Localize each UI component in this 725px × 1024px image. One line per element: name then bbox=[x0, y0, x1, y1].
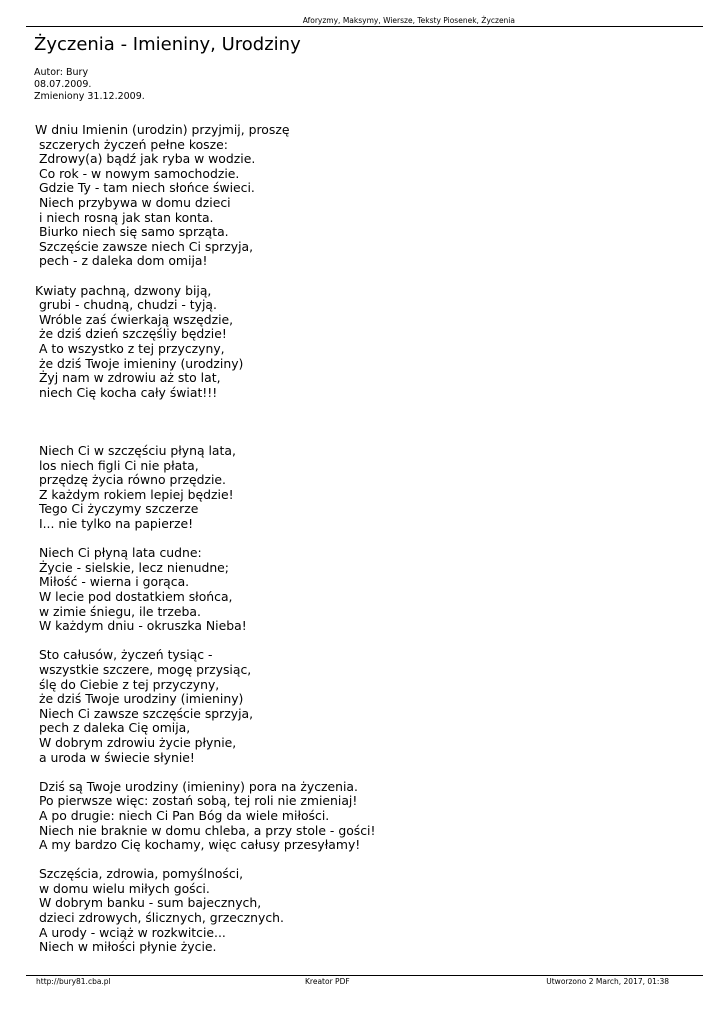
poem-line: Szczęścia, zdrowia, pomyślności, bbox=[35, 866, 244, 882]
poem-line: że dziś dzień szczęśliy będzie! bbox=[35, 326, 227, 342]
poem-line: W dniu Imienin (urodzin) przyjmij, proszę bbox=[35, 122, 290, 137]
poem-line: że dziś Twoje imieniny (urodziny) bbox=[35, 355, 244, 371]
poem-line: że dziś Twoje urodziny (imieniny) bbox=[35, 691, 244, 707]
poem-line: szczerych życzeń pełne kosze: bbox=[35, 136, 228, 152]
poem-line: A to wszystko z tej przyczyny, bbox=[35, 340, 225, 356]
poem-line: W lecie pod dostatkiem słońca, bbox=[35, 589, 233, 604]
poem-line: I... nie tylko na papierze! bbox=[35, 516, 194, 532]
stanza-gap bbox=[35, 634, 375, 649]
poem-line: pech z daleka Cię omija, bbox=[35, 720, 191, 736]
poem-line: Szczęście zawsze niech Ci sprzyja, bbox=[35, 238, 254, 254]
poem-line: ślę do Ciebie z tej przyczyny, bbox=[35, 676, 220, 692]
poem-line: Biurko niech się samo sprząta. bbox=[35, 224, 229, 240]
poem-line: Niech Ci w szczęściu płyną lata, bbox=[35, 443, 236, 459]
footer-created-date: Utworzono 2 March, 2017, 01:38 bbox=[546, 977, 669, 986]
article-meta bbox=[34, 67, 145, 103]
poem-line: Żyj nam w zdrowiu aż sto lat, bbox=[35, 370, 221, 386]
poem-line: pech - z daleka dom omija! bbox=[35, 253, 208, 269]
stanza-gap bbox=[35, 269, 375, 284]
poem-line: Gdzie Ty - tam niech słońce świeci. bbox=[35, 180, 255, 196]
poem-line: Po pierwsze więc: zostań sobą, tej roli nie zmieniaj! bbox=[35, 793, 358, 809]
poem-line: W dobrym zdrowiu życie płynie, bbox=[35, 734, 237, 750]
poem-body bbox=[35, 123, 375, 955]
stanza-gap bbox=[35, 532, 375, 547]
poem-line: Miłość - wierna i gorąca. bbox=[35, 574, 190, 590]
poem-line: Co rok - w nowym samochodzie. bbox=[35, 165, 240, 181]
poem-line: W dobrym banku - sum bajecznych, bbox=[35, 895, 262, 911]
date-line: 08.07.2009. bbox=[34, 79, 92, 90]
poem-line: W każdym dniu - okruszka Nieba! bbox=[35, 618, 247, 634]
poem-line: Życie - sielskie, lecz nienudne; bbox=[35, 559, 229, 575]
poem-line: a uroda w świecie słynie! bbox=[35, 749, 195, 765]
poem-line: A po drugie: niech Ci Pan Bóg da wiele miłości. bbox=[35, 807, 330, 823]
header-divider bbox=[26, 26, 703, 27]
poem-line: A my bardzo Cię kochamy, więc całusy przesyłamy! bbox=[35, 837, 361, 853]
poem-line: Zdrowy(a) bądź jak ryba w wodzie. bbox=[35, 151, 256, 167]
poem-line: Wróble zaś ćwierkają wszędzie, bbox=[35, 311, 234, 327]
author-line: Autor: Bury bbox=[34, 67, 89, 78]
footer-generator: Kreator PDF bbox=[305, 977, 350, 986]
poem-line: Niech nie braknie w domu chleba, a przy stole - gości! bbox=[35, 822, 376, 838]
page-title: Życzenia - Imieniny, Urodziny bbox=[34, 34, 301, 55]
poem-line: Dziś są Twoje urodziny (imieniny) pora na życzenia. bbox=[35, 778, 358, 794]
poem-line: niech Cię kocha cały świat!!! bbox=[35, 384, 218, 400]
poem-line: w domu wielu miłych gości. bbox=[35, 880, 210, 896]
stanza-gap bbox=[35, 400, 375, 415]
poem-line: Niech przybywa w domu dzieci bbox=[35, 194, 231, 210]
poem-line: grubi - chudną, chudzi - tyją. bbox=[35, 297, 217, 313]
poem-line: Niech w miłości płynie życie. bbox=[35, 939, 217, 955]
poem-line: Niech Ci zawsze szczęście sprzyja, bbox=[35, 705, 254, 721]
poem-line: w zimie śniegu, ile trzeba. bbox=[35, 603, 201, 619]
stanza-gap bbox=[35, 429, 375, 444]
poem-line: los niech figli Ci nie płata, bbox=[35, 457, 199, 473]
modified-line: Zmieniony 31.12.2009. bbox=[34, 91, 145, 102]
stanza-gap bbox=[35, 765, 375, 780]
poem-line: wszystkie szczere, mogę przysiąc, bbox=[35, 661, 252, 677]
stanza-gap bbox=[35, 415, 375, 430]
poem-line: Kwiaty pachną, dzwony biją, bbox=[35, 282, 212, 298]
poem-line: i niech rosną jak stan konta. bbox=[35, 209, 214, 225]
site-header-title: Aforyzmy, Maksymy, Wiersze, Teksty Piosenek, Życzenia bbox=[302, 16, 515, 25]
footer-divider bbox=[26, 975, 703, 976]
poem-line: przędzę życia równo przędzie. bbox=[35, 472, 226, 488]
poem-line: Sto całusów, życzeń tysiąc - bbox=[35, 647, 213, 663]
poem-line: Tego Ci życzymy szczerze bbox=[35, 501, 199, 517]
poem-line: Niech Ci płyną lata cudne: bbox=[35, 545, 202, 561]
poem-line: A urody - wciąż w rozkwitcie... bbox=[35, 924, 226, 940]
footer-url[interactable]: http://bury81.cba.pl bbox=[36, 977, 111, 986]
poem-line: dzieci zdrowych, ślicznych, grzecznych. bbox=[35, 910, 284, 926]
poem-line: Z każdym rokiem lepiej będzie! bbox=[35, 486, 234, 502]
stanza-gap bbox=[35, 853, 375, 868]
